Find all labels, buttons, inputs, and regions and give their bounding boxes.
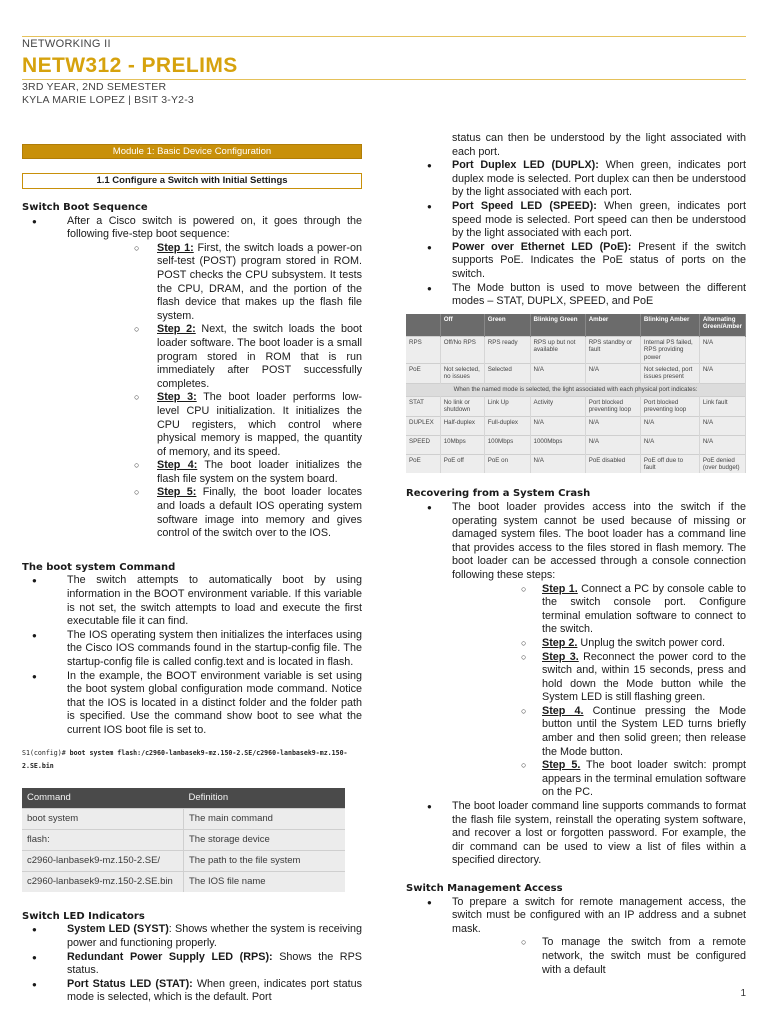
led-continued: status can then be understood by the light associated with each port. — [452, 132, 746, 158]
table-header: Command — [22, 788, 184, 809]
step-text: The boot loader initializes the flash file system on the system board. — [157, 459, 363, 485]
boot-step-4 — [67, 459, 362, 486]
step-label: Step 5: — [157, 486, 197, 499]
year-semester: 3RD YEAR, 2ND SEMESTER — [22, 81, 167, 93]
step-label: Step 4. — [542, 704, 584, 717]
list-item — [22, 951, 362, 978]
list-item — [406, 200, 746, 241]
led-label: Power over Ethernet LED (PoE): — [452, 240, 632, 253]
crash-recovery-heading: Recovering from a System Crash — [406, 488, 591, 500]
boot-sequence-intro: After a Cisco switch is powered on, it goes through the following five-step boot sequence: — [67, 214, 362, 241]
led-text: Shows the RPS status. — [67, 950, 362, 977]
step-label: Step 2. — [542, 636, 578, 649]
step-text: Unplug the switch power cord. — [577, 636, 726, 649]
table-cell: PoE off — [440, 454, 484, 473]
recovery-step-3 — [452, 651, 746, 705]
table-cell: N/A — [699, 416, 745, 435]
table-cell: 100Mbps — [484, 435, 530, 454]
table-row — [406, 416, 746, 435]
table-cell: Internal PS failed, RPS providing power — [640, 336, 699, 363]
led-text: When green, indicates port duplex mode is selected. Port duplex can then be understood by the light associated with each port. — [452, 159, 746, 199]
led-heading: Switch LED Indicators — [22, 910, 145, 922]
table-row — [406, 363, 746, 383]
table-cell: PoE off due to fault — [640, 454, 699, 473]
table-cell: N/A — [640, 435, 699, 454]
table-row — [22, 871, 345, 892]
boot-sequence-heading: Switch Boot Sequence — [22, 202, 148, 213]
table-header: Green — [484, 314, 530, 337]
led-text: : Shows whether the system is receiving power and functioning properly. — [67, 923, 362, 949]
list-item: ● In the example, the BOOT environment variable is set using the boot system global configuration mode command. Notice that the IOS is located in a distinct folder and the folder path is specified. Use the command show boot to see what the current IOS boot file is set to. — [22, 670, 362, 738]
document-title: NETW312 - PRELIMS — [22, 54, 238, 77]
step-label: Step 4: — [157, 459, 198, 472]
table-header: Definition — [184, 788, 346, 809]
step-label: Step 5. — [542, 759, 581, 772]
list-item — [406, 896, 746, 978]
list-item: ○ To manage the switch from a remote network, the switch must be configured with a default — [452, 936, 746, 977]
code-prompt: S1(config)# — [22, 748, 66, 757]
list-item: ● The IOS operating system then initializes the interfaces using the Cisco IOS commands found in the startup-config file. The startup-config file is called config.text and is located in flash. — [22, 629, 362, 670]
right-column — [406, 132, 746, 977]
table-cell: Activity — [530, 396, 585, 416]
table-cell: Link Up — [484, 396, 530, 416]
list-item — [406, 159, 746, 200]
table-header: Blinking Green — [530, 314, 585, 337]
table-cell: No link or shutdown — [440, 396, 484, 416]
step-text: Continue pressing the Mode button until the System LED turns briefly amber and then solid green; then release the Mode button. — [542, 704, 746, 758]
table-row — [406, 396, 746, 416]
step-text: The boot loader switch: prompt appears in the terminal emulation software on the PC. — [542, 759, 746, 799]
table-cell: boot system — [22, 808, 184, 829]
table-cell: Link fault — [699, 396, 745, 416]
step-text: Next, the switch loads the boot loader software. The boot loader is a small program stored in ROM that is run immediately after POST successfully completes. — [157, 323, 363, 390]
boot-step-3 — [67, 391, 362, 459]
table-cell: PoE — [406, 454, 440, 473]
step-text: Finally, the boot loader locates and loads a default IOS operating system software image into memory and gives control of the switch over to the IOS. — [157, 486, 362, 540]
led-label: Redundant Power Supply LED (RPS): — [67, 950, 273, 963]
table-cell: Port blocked preventing loop — [585, 396, 640, 416]
table-cell: The storage device — [184, 829, 346, 850]
table-cell: PoE on — [484, 454, 530, 473]
boot-system-list — [22, 574, 362, 737]
led-text: Present if the switch supports PoE. Indicates the PoE status of ports on the switch. — [452, 240, 746, 280]
list-item — [22, 978, 362, 1005]
table-cell: c2960-lanbasek9-mz.150-2.SE.bin — [22, 871, 184, 892]
author-line: KYLA MARIE LOPEZ | BSIT 3-Y2-3 — [22, 94, 194, 106]
table-cell: The path to the file system — [184, 850, 346, 871]
recovery-step-1 — [452, 583, 746, 637]
table-cell: PoE — [406, 363, 440, 383]
table-cell: RPS up but not available — [530, 336, 585, 363]
boot-system-code — [22, 747, 362, 774]
table-cell: N/A — [585, 416, 640, 435]
led-list-continued — [406, 159, 746, 309]
table-cell: 10Mbps — [440, 435, 484, 454]
table-header: Blinking Amber — [640, 314, 699, 337]
boot-command-table — [22, 788, 345, 892]
recovery-step-5 — [452, 759, 746, 800]
step-text: The boot loader performs low-level CPU initialization. It initializes the CPU registers, which control where physical memory is mapped, the quantity of memory, and its speed. — [157, 391, 362, 458]
course-label: NETWORKING II — [22, 38, 111, 50]
step-text: Connect a PC by console cable to the switch console port. Configure terminal emulation software to connect to the switch. — [542, 582, 747, 636]
table-cell: Half-duplex — [440, 416, 484, 435]
led-text: When green, indicates port speed mode is selected. Port speed can then be understood by the light associated with each port. — [452, 199, 746, 240]
table-row — [406, 336, 746, 363]
table-cell: The main command — [184, 808, 346, 829]
list-item — [22, 923, 362, 950]
table-cell: Not selected, port issues present — [640, 363, 699, 383]
step-label: Step 1: — [157, 241, 194, 254]
table-cell: N/A — [530, 416, 585, 435]
mgmt-access-heading: Switch Management Access — [406, 883, 563, 894]
list-item — [22, 215, 362, 541]
table-cell: c2960-lanbasek9-mz.150-2.SE/ — [22, 850, 184, 871]
recovery-step-4 — [452, 705, 746, 759]
table-cell: 1000Mbps — [530, 435, 585, 454]
list-item: ● The boot loader command line supports commands to format the flash file system, reinstall the operating system software, and recover a lost or forgotten password. For example, the dir command can be used to view a list of files within a specified directory. — [406, 800, 746, 868]
code-command: boot system flash:/c2960-lanbasek9-mz.150-2.SE/c2960-lanbasek9-mz.150-2.SE.bin — [22, 748, 348, 771]
boot-sequence-list — [22, 215, 362, 541]
table-row — [22, 808, 345, 829]
list-item — [406, 501, 746, 800]
table-cell: N/A — [640, 416, 699, 435]
table-cell: PoE denied (over budget) — [699, 454, 745, 473]
mgmt-bullet: To prepare a switch for remote management access, the switch must be configured with an IP address and a subnet mask. — [452, 895, 746, 935]
page-number: 1 — [740, 988, 746, 999]
header-title-rule — [22, 79, 746, 80]
list-item: ● The switch attempts to automatically boot by using information in the BOOT environment variable. If this variable is not set, the switch attempts to load and execute the first executable file it can find. — [22, 574, 362, 628]
table-cell: The IOS file name — [184, 871, 346, 892]
table-row — [22, 850, 345, 871]
table-header: Alternating Green/Amber — [699, 314, 745, 337]
step-text: First, the switch loads a power-on self-test (POST) program stored in ROM. POST checks the CPU subsystem. It tests the CPU, DRAM, and the portion of the flash device that makes up the flash file system. — [157, 241, 363, 322]
mgmt-access-list — [406, 896, 746, 978]
table-cell: N/A — [530, 454, 585, 473]
step-text: Reconnect the power cord to the switch and, within 15 seconds, press and hold down the Mode button while the System LED is still flashing green. — [542, 650, 746, 704]
led-status-table — [406, 314, 746, 474]
led-label: System LED (SYST) — [67, 923, 169, 936]
table-cell: Port blocked preventing loop — [640, 396, 699, 416]
header-top-rule — [22, 36, 746, 37]
crash-intro: The boot loader provides access into the switch if the operating system cannot be used because of missing or damaged system files. The boot loader has a command line that provides access to the files stored in flash memory. The boot loader can be accessed through a console connection following these steps: — [452, 500, 746, 581]
table-cell: Not selected, no issues — [440, 363, 484, 383]
table-cell: SPEED — [406, 435, 440, 454]
boot-step-2 — [67, 323, 362, 391]
table-header — [406, 314, 440, 337]
boot-system-heading: The boot system Command — [22, 561, 176, 573]
table-cell: RPS ready — [484, 336, 530, 363]
recovery-step-2 — [452, 637, 746, 651]
table-row — [406, 454, 746, 473]
step-label: Step 3: — [157, 391, 197, 404]
led-text: When green, indicates port status mode is selected, which is the default. Port — [67, 977, 362, 1004]
table-cell: RPS standby or fault — [585, 336, 640, 363]
led-label: Port Duplex LED (DUPLX): — [452, 159, 599, 172]
table-cell: N/A — [699, 435, 745, 454]
led-label: Port Status LED (STAT): — [67, 977, 193, 990]
table-row — [406, 435, 746, 454]
led-label: Port Speed LED (SPEED): — [452, 199, 597, 212]
led-text: The Mode button is used to move between the different modes – STAT, DUPLX, SPEED, and PoE — [452, 281, 746, 308]
led-list — [22, 923, 362, 1005]
table-cell: RPS — [406, 336, 440, 363]
table-cell: PoE disabled — [585, 454, 640, 473]
table-cell: N/A — [530, 363, 585, 383]
step-label: Step 2: — [157, 323, 196, 336]
table-cell: STAT — [406, 396, 440, 416]
table-cell: N/A — [585, 435, 640, 454]
table-row — [22, 829, 345, 850]
left-column — [22, 144, 362, 1005]
table-cell: flash: — [22, 829, 184, 850]
table-cell: Off/No RPS — [440, 336, 484, 363]
list-item — [406, 282, 746, 309]
table-cell: N/A — [699, 336, 745, 363]
table-cell: Selected — [484, 363, 530, 383]
table-row — [406, 383, 746, 396]
table-cell: Full-duplex — [484, 416, 530, 435]
table-cell: N/A — [585, 363, 640, 383]
step-label: Step 3. — [542, 650, 579, 663]
module-banner: Module 1: Basic Device Configuration — [22, 144, 362, 159]
section-banner: 1.1 Configure a Switch with Initial Settings — [22, 173, 362, 189]
table-header: Amber — [585, 314, 640, 337]
table-cell: N/A — [699, 363, 745, 383]
list-item — [406, 241, 746, 282]
boot-step-1 — [67, 242, 362, 324]
table-cell: DUPLEX — [406, 416, 440, 435]
table-header: Off — [440, 314, 484, 337]
table-span-note: When the named mode is selected, the light associated with each physical port indicates: — [406, 383, 746, 396]
crash-recovery-list — [406, 501, 746, 868]
step-label: Step 1. — [542, 582, 578, 595]
boot-step-5 — [67, 486, 362, 540]
